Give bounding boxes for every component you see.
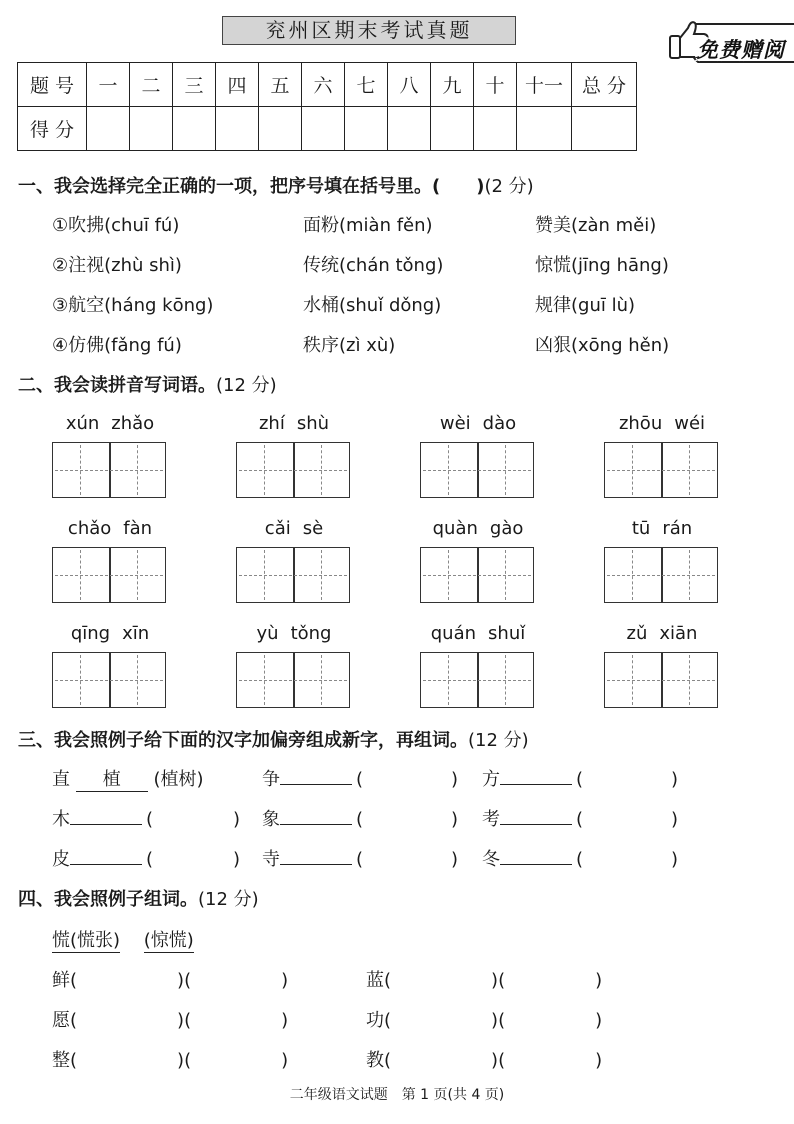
writing-grid[interactable]	[52, 547, 166, 603]
q4-item	[366, 1046, 602, 1072]
score-input-cell[interactable]	[87, 107, 130, 151]
pinyin-label	[420, 623, 536, 644]
q4-example-word2: (惊慌)	[144, 926, 194, 953]
q1-option: 水桶(shuǐ dǒng)	[303, 295, 442, 316]
q3-char: 木	[52, 809, 70, 830]
score-input-cell[interactable]	[173, 107, 216, 151]
pinyin-syllable: qīng	[70, 623, 111, 644]
score-input-cell[interactable]	[474, 107, 517, 151]
close-paren: )	[451, 849, 459, 870]
score-input-cell[interactable]	[130, 107, 173, 151]
score-input-cell[interactable]	[302, 107, 345, 151]
score-cell: 九	[431, 63, 474, 107]
writing-grid[interactable]	[236, 547, 350, 603]
pinyin-label	[52, 623, 168, 644]
pinyin-label	[236, 623, 352, 644]
q3-item	[482, 805, 678, 831]
q3-new-char-blank[interactable]	[280, 824, 352, 825]
pinyin-syllable: wéi	[674, 413, 706, 434]
q4-char: 功	[366, 1010, 384, 1031]
q4-item	[366, 966, 602, 992]
page-footer: 二年级语文试题 第 1 页(共 4 页)	[289, 1087, 505, 1103]
open-paren: (	[384, 970, 392, 991]
open-paren: (	[70, 970, 78, 991]
section-2-points: (12 分)	[216, 375, 277, 396]
pinyin-syllable: xún	[65, 413, 100, 434]
score-cell: 十一	[517, 63, 572, 107]
pinyin-syllable: wèi	[439, 413, 471, 434]
q3-char: 冬	[482, 849, 500, 870]
section-4-points: (12 分)	[198, 889, 259, 910]
pinyin-syllable: sè	[302, 518, 324, 539]
close-paren: )	[595, 1050, 603, 1071]
q4-char: 鲜	[52, 970, 70, 991]
section-3-heading	[18, 726, 529, 752]
section-3-points: (12 分)	[468, 730, 529, 751]
pinyin-syllable: gào	[489, 518, 524, 539]
q1-option: 赞美(zàn měi)	[535, 215, 657, 236]
close-paren: )	[451, 769, 459, 790]
close-paren: )	[451, 809, 459, 830]
score-cell: 七	[345, 63, 388, 107]
writing-grid[interactable]	[420, 442, 534, 498]
score-row-label: 得 分	[18, 107, 87, 151]
q3-item	[262, 845, 458, 871]
close-paren: )	[177, 1050, 185, 1071]
q3-item	[52, 805, 240, 831]
q3-new-char-blank[interactable]	[500, 784, 572, 785]
pinyin-syllable: zhōu	[618, 413, 663, 434]
q4-char: 愿	[52, 1010, 70, 1031]
q1-option: ②注视(zhù shì)	[52, 255, 182, 276]
q3-example	[52, 765, 204, 792]
open-paren: (	[70, 1010, 78, 1031]
q3-char: 象	[262, 809, 280, 830]
score-cell: 总 分	[572, 63, 637, 107]
pinyin-syllable: fàn	[123, 518, 153, 539]
q3-new-char-blank[interactable]	[280, 864, 352, 865]
q1-option: 传统(chán tǒng)	[303, 255, 444, 276]
open-paren: (	[498, 1010, 506, 1031]
pinyin-syllable: tǒng	[290, 623, 332, 644]
pinyin-syllable: zǔ	[626, 623, 648, 644]
open-paren: (	[356, 849, 364, 870]
open-paren: (	[384, 1010, 392, 1031]
q3-item	[482, 765, 678, 791]
close-paren: )	[671, 769, 679, 790]
pinyin-label	[420, 413, 536, 434]
pinyin-syllable: yù	[256, 623, 279, 644]
writing-grid[interactable]	[604, 442, 718, 498]
pinyin-syllable: shuǐ	[488, 623, 526, 644]
q4-char: 整	[52, 1050, 70, 1071]
q3-char: 争	[262, 769, 280, 790]
page-title: 兖州区期末考试真题	[222, 16, 516, 45]
score-input-cell[interactable]	[517, 107, 572, 151]
pinyin-syllable: tū	[631, 518, 651, 539]
section-1-title: 一、我会选择完全正确的一项，把序号填在括号里。( )	[18, 176, 485, 197]
pinyin-syllable: cǎi	[264, 518, 291, 539]
score-table	[17, 62, 637, 151]
close-paren: )	[281, 1010, 289, 1031]
q3-char: 皮	[52, 849, 70, 870]
score-cell: 三	[173, 63, 216, 107]
q1-option: 规律(guī lù)	[535, 295, 636, 316]
score-input-cell[interactable]	[388, 107, 431, 151]
section-4-title: 四、我会照例子组词。	[18, 889, 198, 910]
pinyin-syllable: zhí	[258, 413, 285, 434]
q3-item	[52, 845, 240, 871]
q1-option: 面粉(miàn fěn)	[303, 215, 433, 236]
score-input-cell[interactable]	[259, 107, 302, 151]
pinyin-syllable: zhǎo	[111, 413, 155, 434]
q3-char: 寺	[262, 849, 280, 870]
q4-example	[52, 926, 194, 953]
score-cell: 十	[474, 63, 517, 107]
q4-example-char: 慌	[52, 930, 70, 951]
section-2-heading	[18, 371, 277, 397]
open-paren: (	[498, 970, 506, 991]
open-paren: (	[184, 1050, 192, 1071]
score-cell: 八	[388, 63, 431, 107]
writing-grid[interactable]	[236, 652, 350, 708]
writing-grid[interactable]	[420, 547, 534, 603]
writing-grid[interactable]	[236, 442, 350, 498]
close-paren: )	[491, 1050, 499, 1071]
close-paren: )	[233, 809, 241, 830]
pinyin-syllable: quàn	[432, 518, 478, 539]
open-paren: (	[146, 849, 154, 870]
score-input-cell[interactable]	[345, 107, 388, 151]
q4-example-first	[52, 926, 120, 953]
pinyin-syllable: rán	[662, 518, 693, 539]
writing-grid[interactable]	[52, 652, 166, 708]
pinyin-label	[52, 518, 168, 539]
writing-grid[interactable]	[52, 442, 166, 498]
q3-new-char-blank[interactable]	[70, 864, 142, 865]
open-paren: (	[146, 809, 154, 830]
close-paren: )	[595, 1010, 603, 1031]
q1-option: ④仿佛(fǎng fú)	[52, 335, 182, 356]
score-input-cell[interactable]	[572, 107, 637, 151]
q3-example-answer: 植	[76, 765, 148, 792]
close-paren: )	[177, 970, 185, 991]
open-paren: (	[70, 1050, 78, 1071]
q4-item	[52, 966, 288, 992]
score-cell: 一	[87, 63, 130, 107]
score-input-cell[interactable]	[216, 107, 259, 151]
close-paren: )	[595, 970, 603, 991]
pinyin-syllable: quán	[430, 623, 477, 644]
close-paren: )	[491, 970, 499, 991]
score-cell: 四	[216, 63, 259, 107]
pinyin-label	[236, 518, 352, 539]
pinyin-syllable: xīn	[122, 623, 150, 644]
open-paren: (	[576, 769, 584, 790]
q3-example-char: 直	[52, 769, 70, 790]
close-paren: )	[281, 1050, 289, 1071]
section-4-heading	[18, 885, 259, 911]
open-paren: (	[184, 1010, 192, 1031]
score-cell: 五	[259, 63, 302, 107]
writing-grid[interactable]	[604, 652, 718, 708]
close-paren: )	[177, 1010, 185, 1031]
pinyin-label	[604, 413, 720, 434]
section-2-title: 二、我会读拼音写词语。	[18, 375, 216, 396]
open-paren: (	[184, 970, 192, 991]
open-paren: (	[356, 769, 364, 790]
score-cell: 二	[130, 63, 173, 107]
open-paren: (	[576, 809, 584, 830]
open-paren: (	[498, 1050, 506, 1071]
q1-option: 惊慌(jīng hāng)	[535, 255, 669, 276]
pinyin-syllable: xiān	[659, 623, 698, 644]
q3-char: 考	[482, 809, 500, 830]
close-paren: )	[671, 849, 679, 870]
badge-label: 免费赠阅	[697, 38, 785, 62]
q4-example-word1: (慌张)	[70, 930, 121, 951]
pinyin-label	[420, 518, 536, 539]
score-input-cell[interactable]	[431, 107, 474, 151]
q3-item	[482, 845, 678, 871]
q1-option: 秩序(zì xù)	[303, 335, 396, 356]
q3-char: 方	[482, 769, 500, 790]
q3-new-char-blank[interactable]	[500, 864, 572, 865]
section-1-heading	[18, 172, 534, 198]
q3-item	[262, 805, 458, 831]
q4-char: 教	[366, 1050, 384, 1071]
q1-option: ①吹拂(chuī fú)	[52, 215, 180, 236]
open-paren: (	[576, 849, 584, 870]
q4-item	[366, 1006, 602, 1032]
close-paren: )	[233, 849, 241, 870]
pinyin-syllable: dào	[482, 413, 517, 434]
writing-grid[interactable]	[420, 652, 534, 708]
q4-char: 蓝	[366, 970, 384, 991]
pinyin-syllable: shù	[296, 413, 330, 434]
pinyin-label	[604, 518, 720, 539]
score-table-score-row	[18, 107, 637, 151]
section-3-title: 三、我会照例子给下面的汉字加偏旁组成新字，再组词。	[18, 730, 468, 751]
open-paren: (	[356, 809, 364, 830]
q3-example-word: (植树)	[153, 769, 204, 790]
score-cell: 题 号	[18, 63, 87, 107]
q3-new-char-blank[interactable]	[500, 824, 572, 825]
close-paren: )	[491, 1010, 499, 1031]
writing-grid[interactable]	[604, 547, 718, 603]
q4-item	[52, 1046, 288, 1072]
pinyin-label	[604, 623, 720, 644]
close-paren: )	[281, 970, 289, 991]
q1-option: 凶狠(xōng hěn)	[535, 335, 670, 356]
q4-item	[52, 1006, 288, 1032]
section-1-points: (2 分)	[484, 176, 534, 197]
score-cell: 六	[302, 63, 345, 107]
pinyin-syllable: chǎo	[67, 518, 112, 539]
score-table-header-row	[18, 63, 637, 107]
q3-new-char-blank[interactable]	[280, 784, 352, 785]
q1-option: ③航空(háng kōng)	[52, 295, 214, 316]
close-paren: )	[671, 809, 679, 830]
open-paren: (	[384, 1050, 392, 1071]
pinyin-label	[52, 413, 168, 434]
q3-new-char-blank[interactable]	[70, 824, 142, 825]
pinyin-label	[236, 413, 352, 434]
q3-item	[262, 765, 458, 791]
